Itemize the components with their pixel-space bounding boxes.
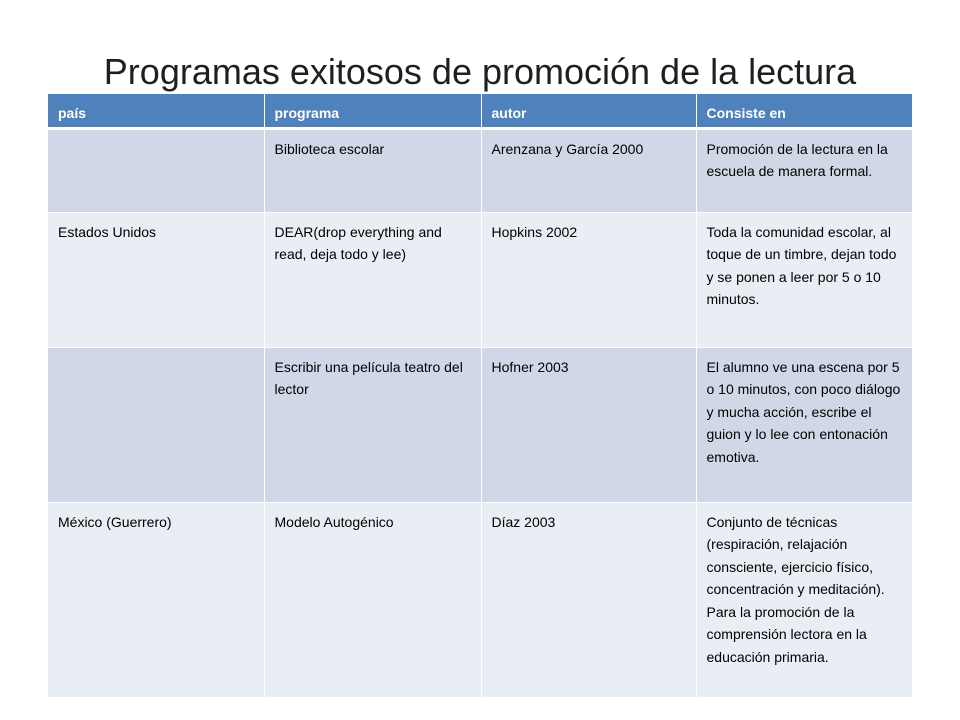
cell-consiste-en: El alumno ve una escena por 5 o 10 minutos, con poco diálogo y mucha acción, escribe el guion y lo lee con entonación emotiva. (696, 347, 912, 502)
table-row (48, 347, 912, 502)
slide-title: Programas exitosos de promoción de la lectura (103, 51, 857, 92)
cell-programa: Biblioteca escolar (264, 128, 481, 212)
cell-pais: Estados Unidos (48, 212, 264, 347)
table-row (48, 502, 912, 697)
cell-programa: Modelo Autogénico (264, 502, 481, 697)
cell-pais (48, 347, 264, 502)
programs-table (48, 94, 912, 698)
cell-programa: DEAR(drop everything and read, deja todo y lee) (264, 212, 481, 347)
table-row (48, 212, 912, 347)
cell-pais: México (Guerrero) (48, 502, 264, 697)
header-programa: programa (264, 94, 481, 128)
header-pais: país (48, 94, 264, 128)
cell-programa: Escribir una película teatro del lector (264, 347, 481, 502)
header-consiste-en: Consiste en (696, 94, 912, 128)
table-row (48, 128, 912, 212)
cell-autor: Hopkins 2002 (481, 212, 696, 347)
header-autor: autor (481, 94, 696, 128)
cell-consiste-en: Promoción de la lectura en la escuela de manera formal. (696, 128, 912, 212)
cell-consiste-en: Toda la comunidad escolar, al toque de un timbre, dejan todo y se ponen a leer por 5 o 10 minutos. (696, 212, 912, 347)
cell-autor: Arenzana y García 2000 (481, 128, 696, 212)
cell-autor: Hofner 2003 (481, 347, 696, 502)
cell-pais (48, 128, 264, 212)
cell-autor: Díaz 2003 (481, 502, 696, 697)
table-header-row (48, 94, 912, 128)
cell-consiste-en: Conjunto de técnicas (respiración, relajación consciente, ejercicio físico, concentración y meditación). Para la promoción de la comprensión lectora en la educación primaria. (696, 502, 912, 697)
